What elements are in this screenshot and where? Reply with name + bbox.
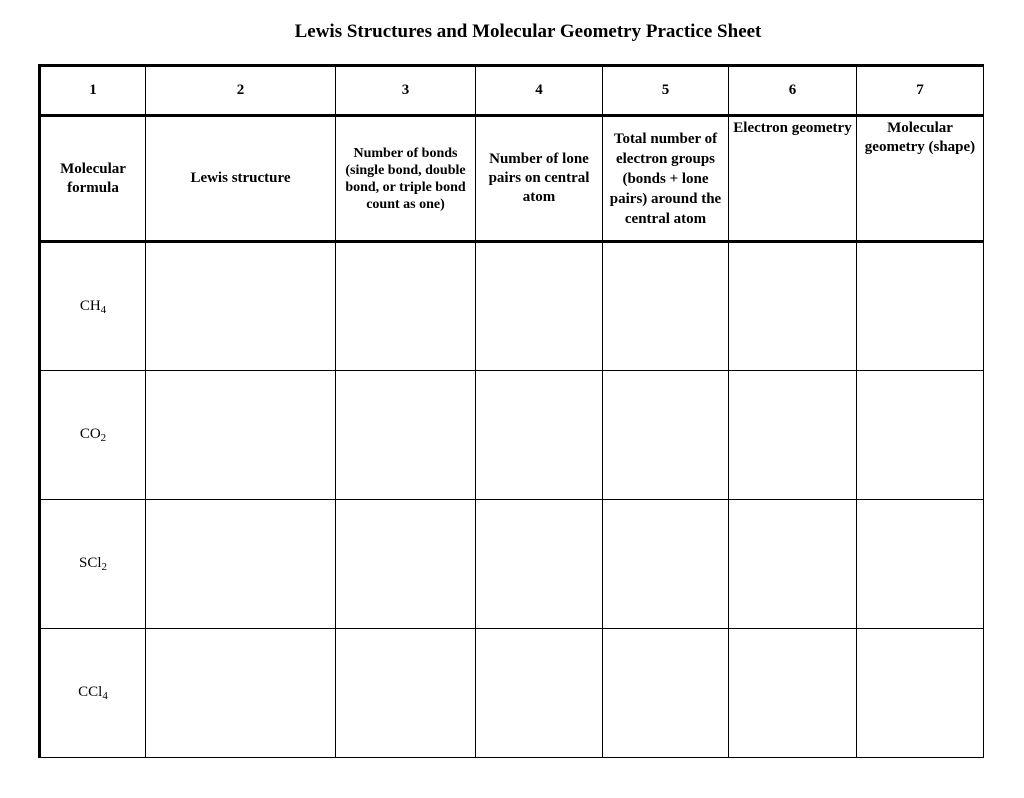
molecular-geometry-cell[interactable] [857,500,984,629]
number-of-bonds-cell[interactable] [336,242,476,371]
column-number: 7 [857,66,984,116]
molecular-geometry-cell[interactable] [857,629,984,758]
table-row [40,500,984,629]
header-lone-pairs: Number of lone pairs on central atom [476,116,603,242]
formula-base: CH [79,297,101,314]
electron-geometry-cell[interactable] [729,242,857,371]
number-of-bonds-cell[interactable] [336,629,476,758]
practice-table [38,64,984,758]
electron-groups-cell[interactable] [603,371,729,500]
header-number-of-bonds: Number of bonds (single bond, double bond, or triple bond count as one) [336,116,476,242]
formula-base: SCl [78,555,102,571]
column-number: 4 [476,66,603,116]
column-number: 1 [40,66,146,116]
table-row [40,242,984,371]
formula-cell [40,629,146,758]
electron-geometry-cell[interactable] [729,629,857,758]
lewis-structure-cell[interactable] [146,242,336,371]
header-molecular-geometry: Molecular geometry (shape) [857,116,984,242]
formula-subscript: 4 [100,303,107,316]
formula-cell [40,500,146,629]
electron-groups-cell[interactable] [603,242,729,371]
lone-pairs-cell[interactable] [476,371,603,500]
formula-base: CO [79,426,101,442]
header-electron-geometry: Electron geometry [729,116,857,242]
column-number: 6 [729,66,857,116]
formula-base: CCl [78,684,103,700]
lewis-structure-cell[interactable] [146,500,336,629]
number-of-bonds-cell[interactable] [336,500,476,629]
column-header-row [40,116,984,242]
formula-cell [40,242,146,371]
column-number: 5 [603,66,729,116]
header-lewis-structure: Lewis structure [146,116,336,242]
column-number-row [40,66,984,116]
lewis-structure-cell[interactable] [146,371,336,500]
molecular-geometry-cell[interactable] [857,242,984,371]
column-number: 3 [336,66,476,116]
electron-geometry-cell[interactable] [729,500,857,629]
header-electron-groups: Total number of electron groups (bonds + lone pairs) around the central atom [603,116,729,242]
electron-groups-cell[interactable] [603,500,729,629]
formula-subscript: 4 [102,690,108,702]
electron-groups-cell[interactable] [603,629,729,758]
lone-pairs-cell[interactable] [476,500,603,629]
lewis-structure-cell[interactable] [146,629,336,758]
formula-subscript: 2 [101,561,107,573]
lone-pairs-cell[interactable] [476,629,603,758]
header-molecular-formula: Molecular formula [40,116,146,242]
column-number: 2 [146,66,336,116]
formula-subscript: 2 [100,432,107,444]
page-title: Lewis Structures and Molecular Geometry Practice Sheet [294,21,762,42]
molecular-geometry-cell[interactable] [857,371,984,500]
lone-pairs-cell[interactable] [476,242,603,371]
number-of-bonds-cell[interactable] [336,371,476,500]
table-row [40,371,984,500]
electron-geometry-cell[interactable] [729,371,857,500]
table-row [40,629,984,758]
formula-cell [40,371,146,500]
